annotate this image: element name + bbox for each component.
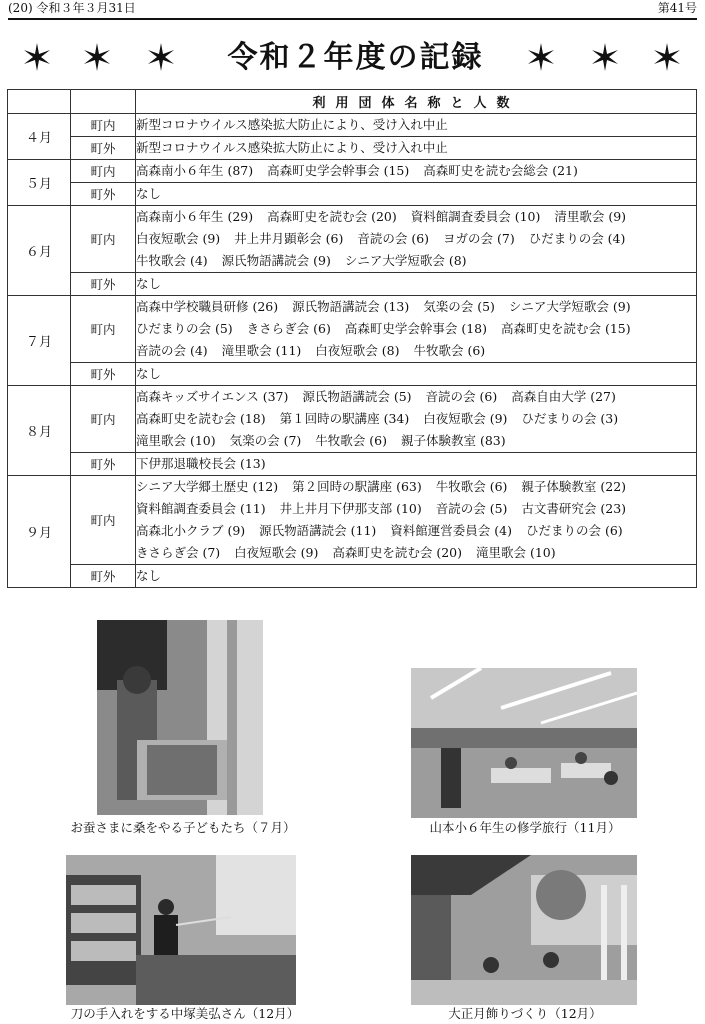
- table-row: [8, 363, 697, 386]
- table-row: [8, 565, 697, 588]
- records-body: [8, 114, 697, 588]
- table-row: [8, 273, 697, 296]
- table-row: [8, 386, 697, 453]
- photo-caption: お蚕さまに桑をやる子どもたち（７月）: [70, 820, 296, 835]
- groups-cell: [136, 206, 697, 273]
- photo-school-trip: [411, 668, 637, 818]
- group-entry: 親子体験教室 (22): [521, 479, 627, 494]
- table-row: [8, 296, 697, 363]
- group-entry: 源氏物語講読会 (9): [221, 253, 331, 268]
- group-entry: 気楽の会 (5): [423, 299, 495, 314]
- star-icon: [146, 42, 176, 72]
- month-cell: ５月: [8, 160, 71, 206]
- group-entry: 白夜短歌会 (8): [315, 343, 400, 358]
- table-row: [8, 114, 697, 137]
- location-cell: 町外: [71, 137, 136, 160]
- location-cell: 町内: [71, 296, 136, 363]
- group-entry: なし: [136, 568, 162, 583]
- header-empty-cell: [71, 90, 136, 114]
- group-entry: 高森自由大学 (27): [511, 389, 616, 404]
- groups-cell: [136, 183, 697, 206]
- title-row: [8, 34, 697, 84]
- group-entry: 井上井月下伊那支部 (10): [279, 501, 422, 516]
- group-entry: 滝里歌会 (10): [475, 545, 556, 560]
- location-cell: 町外: [71, 183, 136, 206]
- group-entry: なし: [136, 276, 162, 291]
- group-entry: 高森町史を読む会総会 (21): [423, 163, 578, 178]
- month-cell: ６月: [8, 206, 71, 296]
- table-row: [8, 183, 697, 206]
- group-entry: 源氏物語講読会 (13): [292, 299, 410, 314]
- groups-cell: [136, 160, 697, 183]
- group-entry: 資料館運営委員会 (4): [390, 523, 512, 538]
- photo-sword-care: [66, 855, 296, 1005]
- group-entry: きさらぎ会 (6): [246, 321, 331, 336]
- location-cell: 町外: [71, 453, 136, 476]
- page-header: [8, 0, 697, 20]
- group-entry: ひだまりの会 (3): [521, 411, 619, 426]
- groups-cell: [136, 476, 697, 565]
- group-entry: 清里歌会 (9): [554, 209, 627, 224]
- groups-cell: [136, 273, 697, 296]
- photo-new-year-decoration: [411, 855, 637, 1005]
- group-entry: ひだまりの会 (5): [136, 321, 233, 336]
- page-title: 令和２年度の記録: [227, 40, 484, 75]
- group-entry: ヨガの会 (7): [443, 231, 515, 246]
- group-entry: 牛牧歌会 (6): [413, 343, 486, 358]
- table-row: [8, 453, 697, 476]
- month-cell: ４月: [8, 114, 71, 160]
- group-entry: 滝里歌会 (10): [136, 433, 216, 448]
- group-entry: 音読の会 (5): [435, 501, 508, 516]
- groups-cell: [136, 296, 697, 363]
- location-cell: 町外: [71, 363, 136, 386]
- star-icon: [82, 42, 112, 72]
- header-empty-cell: [8, 90, 71, 114]
- photo-caption: 大正月飾りづくり（12月）: [448, 1006, 602, 1021]
- group-entry: 白夜短歌会 (9): [234, 545, 319, 560]
- group-entry: 高森町史を読む会 (20): [267, 209, 397, 224]
- table-heading: 利用団体名称と人数: [136, 90, 697, 114]
- issue-date: (20) 令和３年３月31日: [8, 1, 136, 15]
- group-entry: 牛牧歌会 (4): [136, 253, 208, 268]
- photo-silkworm: [97, 620, 263, 815]
- group-entry: シニア大学郷土歴史 (12): [136, 479, 279, 494]
- group-entry: 源氏物語講読会 (5): [302, 389, 412, 404]
- group-entry: 音読の会 (6): [425, 389, 498, 404]
- group-entry: 高森キッズサイエンス (37): [136, 389, 289, 404]
- group-entry: きさらぎ会 (7): [136, 545, 221, 560]
- group-entry: なし: [136, 186, 162, 201]
- table-header-row: [8, 90, 697, 114]
- group-entry: 井上井月顕彰会 (6): [234, 231, 344, 246]
- group-entry: 高森北小クラブ (9): [136, 523, 246, 538]
- table-row: [8, 206, 697, 273]
- group-entry: 高森町史を読む会 (20): [332, 545, 462, 560]
- location-cell: 町内: [71, 206, 136, 273]
- group-entry: 高森南小６年生 (87): [136, 163, 254, 178]
- star-icon: [590, 42, 620, 72]
- location-cell: 町内: [71, 114, 136, 137]
- group-entry: 気楽の会 (7): [229, 433, 302, 448]
- group-entry: 資料館調査委員会 (10): [410, 209, 541, 224]
- groups-cell: [136, 386, 697, 453]
- group-entry: シニア大学短歌会 (9): [508, 299, 631, 314]
- groups-cell: [136, 137, 697, 160]
- star-icon: [526, 42, 556, 72]
- table-row: [8, 160, 697, 183]
- location-cell: 町外: [71, 565, 136, 588]
- records-table: [7, 89, 697, 588]
- group-entry: 第２回時の駅講座 (63): [292, 479, 422, 494]
- group-entry: 高森町史を読む会 (18): [136, 411, 266, 426]
- group-entry: 親子体験教室 (83): [400, 433, 506, 448]
- star-icon: [652, 42, 682, 72]
- photo-caption: 山本小６年生の修学旅行（11月）: [429, 820, 621, 835]
- location-cell: 町内: [71, 386, 136, 453]
- location-cell: 町内: [71, 160, 136, 183]
- groups-cell: [136, 565, 697, 588]
- month-cell: ８月: [8, 386, 71, 476]
- group-entry: 高森南小６年生 (29): [136, 209, 254, 224]
- group-entry: ひだまりの会 (4): [528, 231, 626, 246]
- group-entry: 古文書研究会 (23): [521, 501, 627, 516]
- group-entry: 下伊那退職校長会 (13): [136, 456, 266, 471]
- group-entry: 新型コロナウイルス感染拡大防止により、受け入れ中止: [136, 117, 448, 132]
- group-entry: 牛牧歌会 (6): [435, 479, 508, 494]
- group-entry: 白夜短歌会 (9): [423, 411, 508, 426]
- month-cell: ７月: [8, 296, 71, 386]
- group-entry: 牛牧歌会 (6): [315, 433, 387, 448]
- groups-cell: [136, 363, 697, 386]
- group-entry: 新型コロナウイルス感染拡大防止により、受け入れ中止: [136, 140, 448, 155]
- group-entry: 滝里歌会 (11): [221, 343, 302, 358]
- group-entry: 白夜短歌会 (9): [136, 231, 221, 246]
- issue-number: 第41号: [657, 1, 697, 15]
- table-row: [8, 476, 697, 565]
- group-entry: 源氏物語講読会 (11): [259, 523, 377, 538]
- group-entry: 高森町史を読む会 (15): [500, 321, 631, 336]
- group-entry: 高森町史学会幹事会 (15): [267, 163, 410, 178]
- group-entry: 音読の会 (6): [357, 231, 430, 246]
- group-entry: 音読の会 (4): [136, 343, 208, 358]
- month-cell: ９月: [8, 476, 71, 588]
- groups-cell: [136, 114, 697, 137]
- table-row: [8, 137, 697, 160]
- group-entry: 資料館調査委員会 (11): [136, 501, 266, 516]
- star-icon: [22, 42, 52, 72]
- location-cell: 町外: [71, 273, 136, 296]
- group-entry: なし: [136, 366, 162, 381]
- location-cell: 町内: [71, 476, 136, 565]
- group-entry: ひだまりの会 (6): [525, 523, 623, 538]
- photo-caption: 刀の手入れをする中塚美弘さん（12月）: [70, 1006, 300, 1021]
- group-entry: 第１回時の駅講座 (34): [279, 411, 410, 426]
- group-entry: 高森町史学会幹事会 (18): [344, 321, 487, 336]
- group-entry: 高森中学校職員研修 (26): [136, 299, 279, 314]
- groups-cell: [136, 453, 697, 476]
- group-entry: シニア大学短歌会 (8): [344, 253, 467, 268]
